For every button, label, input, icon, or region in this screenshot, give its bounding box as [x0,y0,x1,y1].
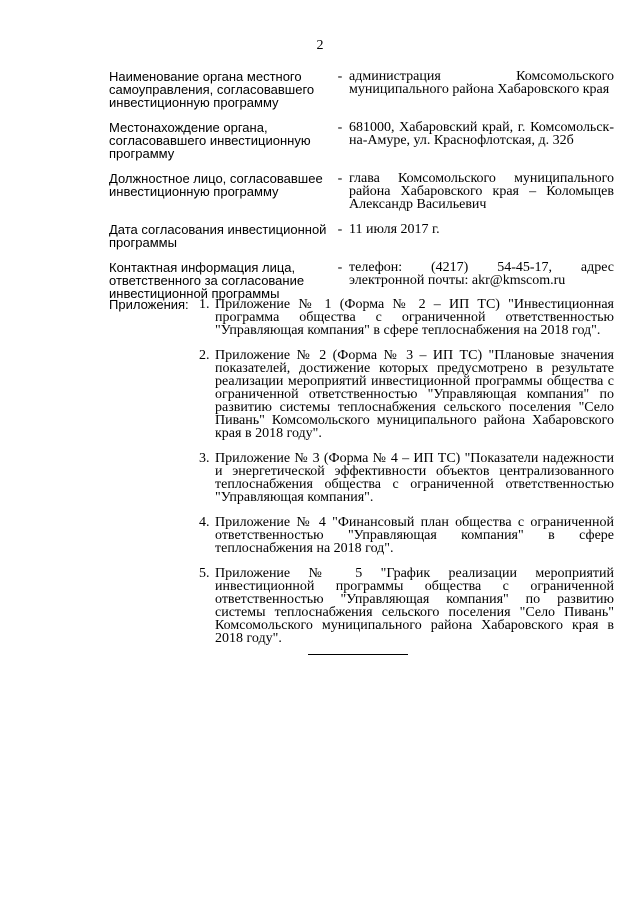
info-value: телефон: (4217) 54-45-17, адрес электронной почты: akr@kmscom.ru [349,260,614,288]
attachment-text: Приложение № 3 (Форма № 4 – ИП ТС) "Показатели надежности и энергетической эффективности объектов централизованного теплоснабжения общества с ограниченной ответственностью "Управляющая компания". [215,451,614,505]
info-label: Наименование органа местного самоуправления, согласовавшего инвестиционную программу [109,69,315,110]
attachments-block [109,298,614,657]
info-value: 11 июля 2017 г. [349,222,440,237]
info-label: Дата согласования инвестиционной программы [109,222,327,250]
attachment-text: Приложение № 1 (Форма № 2 – ИП ТС) "Инвестиционная программа общества с ограниченной ответственностью "Управляющая компания" в сфере теплоснабжения на 2018 год". [215,297,614,338]
attachments-label: Приложения: [109,297,189,312]
info-row-official [109,172,614,211]
page-number: 2 [316,38,324,53]
info-dash: - [337,120,343,135]
attachment-item [199,298,614,337]
info-label: Местонахождение органа, согласовавшего инвестиционную программу [109,120,311,161]
attachment-item [199,452,614,504]
attachment-item [199,349,614,440]
approval-info-block [109,70,614,312]
info-row-contact [109,261,614,300]
info-row-location [109,121,614,160]
attachment-number: 5. [199,566,210,581]
info-dash: - [337,69,343,84]
info-dash: - [337,171,343,186]
attachment-item [199,567,614,645]
attachments-section [109,298,614,657]
info-row-authority [109,70,614,109]
info-label: Должностное лицо, согласовавшее инвестиционную программу [109,171,323,199]
attachment-number: 3. [199,451,210,466]
info-value: администрация Комсомольского муниципального района Хабаровского края [349,69,614,97]
info-label: Контактная информация лица, ответственного за согласование инвестиционной программы [109,260,305,301]
info-value: глава Комсомольского муниципального района Хабаровского края – Коломыцев Александр Васильевич [349,171,614,212]
attachment-text: Приложение № 2 (Форма № 3 – ИП ТС) "Плановые значения показателей, достижение которых предусмотрено в результате реализации мероприятий инвестиционной программы общества с ограниченной ответственностью "Управляющая компания" по развитию системы теплоснабжения сельского поселения "Село Пивань" Комсомольского муниципального района Хабаровского края в 2018 году". [215,348,614,441]
end-divider [308,654,408,655]
attachment-text: Приложение № 5 "График реализации мероприятий инвестиционной программы общества с ограниченной ответственностью "Управляющая компания" по развитию системы теплоснабжения сельского поселения "Село Пивань" Комсомольского муниципального района Хабаровского края в 2018 году". [215,566,614,646]
attachments-list [199,298,614,657]
info-value: 681000, Хабаровский край, г. Комсомольск-на-Амуре, ул. Краснофлотская, д. 32б [349,120,614,148]
attachment-item [199,516,614,555]
attachment-number: 4. [199,515,210,530]
info-dash: - [337,222,343,237]
info-row-date [109,223,614,249]
attachment-number: 2. [199,348,210,363]
attachment-text: Приложение № 4 "Финансовый план общества с ограниченной ответственностью "Управляющая компания" в сфере теплоснабжения на 2018 год". [215,515,614,556]
attachment-number: 1. [199,297,210,312]
info-dash: - [337,260,343,275]
